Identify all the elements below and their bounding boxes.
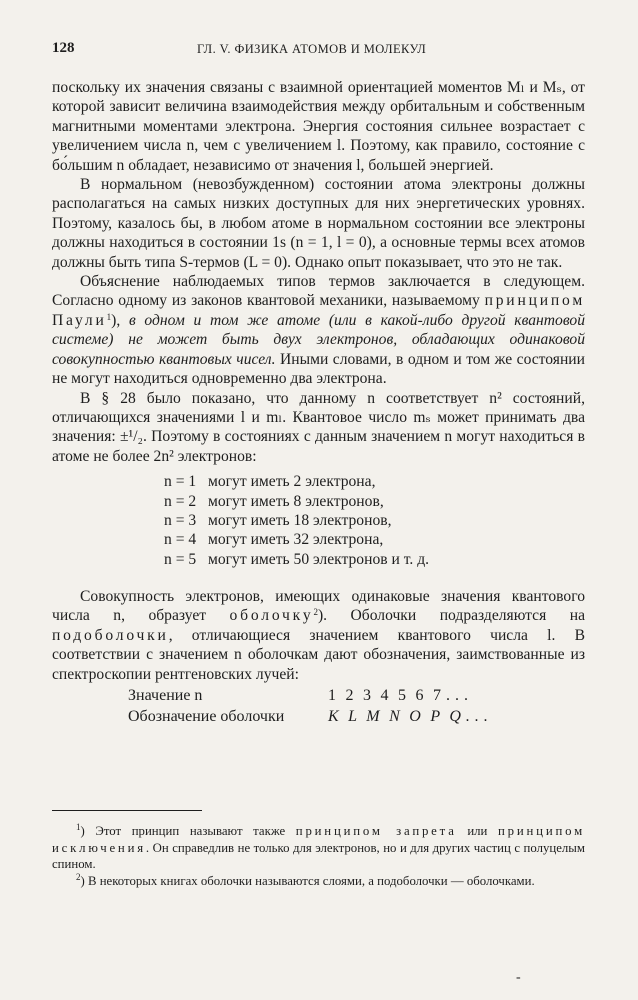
list-item-text: могут иметь 50 электронов и т. д. [208, 550, 430, 568]
running-title: ГЛ. V. ФИЗИКА АТОМОВ И МОЛЕКУЛ [197, 42, 427, 56]
paragraph-5-c: , отличающиеся значением квантового числа l. В соответствии с значением n оболочкам дают обозначения, заимствованные из спектроскопии рентгеновских лучей: [52, 626, 585, 683]
footnote-1-text-c: . Он справедлив не только для электронов, но и для других частиц с полуцелым спином. [52, 840, 585, 872]
shell-capacity-list [164, 472, 585, 569]
page-header [52, 40, 586, 62]
footnote-1-number: 1 [76, 822, 81, 832]
paragraph-4: В § 28 было показано, что данному n соответствует n² состояний, отличающихся значениями l и mₗ. Квантовое число mₛ может принимать два значения: ±¹/₂. Поэтому в состояниях с данным значением n могут находиться в атоме не более 2n² электронов: [52, 389, 585, 465]
footnote-ref-2[interactable]: 2 [313, 607, 318, 618]
footnote-2-text: ) В некоторых книгах оболочки называются слоями, а подоболочки — оболочками. [80, 873, 535, 888]
main-text [52, 78, 585, 728]
footnotes [52, 823, 585, 889]
paragraph-3-end: Иными словами, в одном и том же состоянии не могут находиться одновременно два электрона. [52, 350, 585, 388]
list-item [164, 530, 585, 549]
paragraph-3: Объяснение наблюдаемых типов термов заключается в следующем. Согласно одному из законов квантовой механики, называемому принципом Паули$^1$), в одном и том же атоме (или в какой-либо другой квантовой системе) не может быть двух электронов, обладающих одинаковой совокупностью квантовых чисел. Иными словами, в одном и том же состоянии не могут находиться одновременно два электрона. [52, 273, 585, 388]
list-item-eq: n = 3 [164, 511, 197, 529]
shell-notation-table [128, 686, 585, 728]
exclusion-principle-term: принципом запрета [295, 824, 457, 838]
paragraph-3-start: Объяснение наблюдаемых типов термов заключается в следующем. Согласно одному из законов квантовой механики, называемому [52, 273, 585, 310]
list-item-text: могут иметь 8 электронов, [208, 492, 384, 510]
page-mark: - [516, 970, 521, 985]
table-row-label: Значение n [128, 687, 203, 705]
table-row-values: 1 2 3 4 5 6 7 . . . [328, 687, 469, 705]
page-number: 128 [52, 40, 75, 56]
footnote-1 [52, 823, 585, 873]
list-item [164, 550, 585, 569]
subshell-term: подоболочки [52, 626, 169, 644]
list-item [164, 472, 585, 491]
paragraph-5-a: Совокупность электронов, имеющих одинаковые значения квантового числа n, образует [52, 588, 585, 625]
list-item-eq: n = 2 [164, 492, 197, 510]
list-item-eq: n = 5 [164, 550, 197, 568]
paragraph-3-comma: , [116, 311, 129, 329]
footnote-2-number: 2 [76, 871, 81, 882]
footnote-1-text-b: или [456, 824, 499, 838]
footnote-2 [52, 873, 585, 890]
paragraph-2: В нормальном (невозбужденном) состоянии атома электроны должны располагаться на самых низких доступных для них энергетических уровнях. Поэтому, казалось бы, в любом атоме в нормальном состоянии все электроны должны находиться в состоянии 1s (n = 1, l = 0), а основные термы всех атомов должны быть типа S-термов (L = 0). Однако опыт показывает, что это не так. [52, 176, 585, 271]
list-item-text: могут иметь 32 электрона, [208, 531, 384, 549]
exclusion-principle-term-2: принципом исключения [52, 824, 585, 855]
pauli-statement: в одном и том же атоме (или в какой-либо другой квантовой системе) не может быть двух электронов, обладающих одинаковой совокупностью квантовых чисел. [52, 311, 585, 368]
list-item-text: могут иметь 2 электрона, [208, 473, 376, 491]
paragraph-1: поскольку их значения связаны с взаимной ориентацией моментов Mₗ и Mₛ, от которой зависит величина взаимодействия между орбитальным и собственным магнитными моментами электрона. Энергия состояния сильнее возрастает с увеличением числа n, чем с увеличением l. Поэтому, как правило, состояние с бо́льшим n обладает, независимо от значения l, большей энергией. [52, 79, 585, 174]
list-item-text: могут иметь 18 электронов, [208, 511, 392, 529]
table-row [128, 686, 585, 707]
footnote-ref-1[interactable]: 1 [106, 311, 112, 322]
shell-term: оболочку [229, 607, 314, 625]
list-item [164, 492, 585, 511]
paragraph-5 [52, 587, 585, 684]
footnote-divider [52, 810, 202, 811]
list-item-eq: n = 1 [164, 473, 197, 491]
pauli-principle-term: принципом Паули [52, 292, 585, 329]
paragraph-5-b: ). Оболочки подразделяются на [317, 607, 586, 625]
list-item-eq: n = 4 [164, 531, 197, 549]
table-row [128, 707, 585, 728]
table-row-values: K L M N O P Q . . . [328, 708, 489, 726]
footnote-1-text-a: ) Этот принцип называют также [80, 824, 296, 838]
list-item [164, 511, 585, 530]
table-row-label: Обозначение оболочки [128, 708, 285, 726]
